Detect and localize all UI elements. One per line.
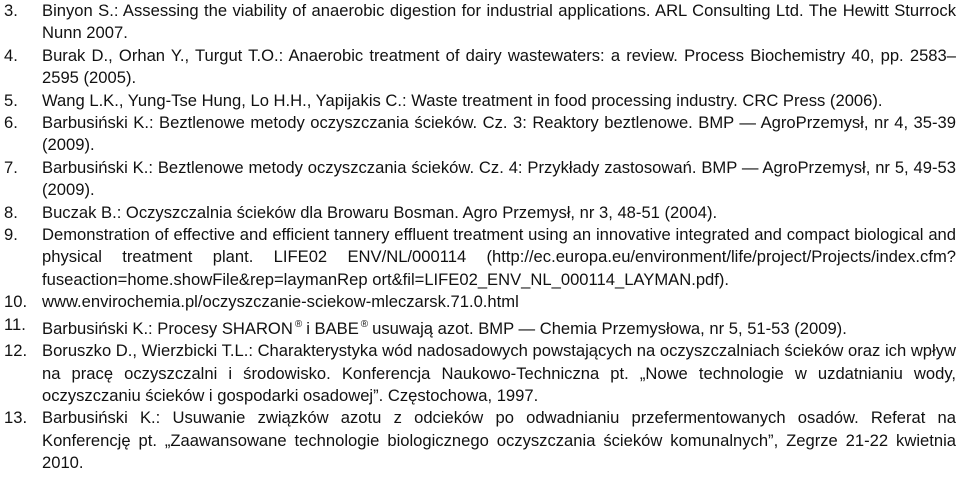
reference-number: 7. (4, 157, 18, 177)
reference-text: Buczak B.: Oczyszczalnia ścieków dla Browaru Bosman. Agro Przemysł, nr 3, 48-51 (2004). (42, 202, 718, 222)
reference-item (0, 202, 960, 224)
reference-number: 11. (4, 314, 26, 334)
reference-item (0, 90, 960, 112)
reference-text: Demonstration of effective and efficient tannery effluent treatment using an innovative integrated and compact biological and physical treatment plant. LIFE02 ENV/NL/000114 (http://ec.europa.eu/environment/life/project/Projects/index.cfm?fuseaction=home.showFile&rep=laymanRep ort&fil=LIFE02_ENV_NL_000114_LAYMAN.pdf). (42, 225, 956, 289)
reference-number: 8. (4, 202, 18, 222)
reference-item (0, 112, 960, 157)
registered-mark: ® (294, 318, 303, 330)
reference-number: 13. (4, 408, 28, 428)
reference-text: i BABE (306, 318, 359, 338)
reference-item (0, 314, 960, 340)
reference-number: 4. (4, 45, 18, 65)
reference-text: usuwają azot. BMP — Chemia Przemysłowa, nr 5, 51-53 (2009). (372, 318, 847, 338)
reference-text: Barbusiński K.: Beztlenowe metody oczyszczania ścieków. Cz. 4: Przykłady zastosowań. BMP — AgroPrzemysł, nr 5, 49-53 (2009). (42, 157, 956, 200)
reference-number: 9. (4, 225, 18, 245)
reference-url: www.envirochemia.pl/oczyszczanie-sciekow-mleczarsk.71.0.html (42, 292, 519, 312)
reference-number: 12. (4, 341, 28, 361)
reference-number: 6. (4, 113, 18, 133)
reference-item (0, 407, 960, 474)
reference-text: Barbusiński K.: Procesy SHARON (42, 318, 293, 338)
reference-item (0, 291, 960, 313)
reference-text: Wang L.K., Yung-Tse Hung, Lo H.H., Yapijakis C.: Waste treatment in food processing industry. CRC Press (2006). (42, 90, 883, 110)
reference-text: Boruszko D., Wierzbicki T.L.: Charakterystyka wód nadosadowych powstających na oczyszczalniach ścieków oraz ich wpływ na pracę oczyszczalni i środowisko. Konferencja Naukowo-Techniczna pt. „Nowe technologie w uzdatnianiu wody, oczyszczaniu ścieków i gospodarki osadowej”. Częstochowa, 1997. (42, 341, 956, 405)
reference-text: Binyon S.: Assessing the viability of anaerobic digestion for industrial applications. ARL Consulting Ltd. The Hewitt Sturrock Nunn 2007. (42, 1, 956, 43)
reference-item (0, 157, 960, 202)
reference-item (0, 224, 960, 291)
reference-number: 5. (4, 90, 18, 110)
reference-item (0, 0, 960, 45)
reference-number: 3. (4, 1, 18, 20)
reference-item (0, 45, 960, 90)
reference-item (0, 340, 960, 407)
reference-text: Barbusiński K.: Usuwanie związków azotu z odcieków po odwadnianiu przefermentowanych osadów. Referat na Konferencję pt. „Zaawansowane technologie biologicznego oczyszczania ścieków komunalnych”, Zegrze 21-22 kwietnia 2010. (42, 408, 956, 473)
reference-number: 10. (4, 292, 28, 312)
reference-text: Barbusiński K.: Beztlenowe metody oczyszczania ścieków. Cz. 3: Reaktory beztlenowe. BMP — AgroPrzemysł, nr 4, 35-39 (2009). (42, 113, 956, 155)
registered-mark: ® (360, 318, 369, 330)
reference-text: Burak D., Orhan Y., Turgut T.O.: Anaerobic treatment of dairy wastewaters: a review. Process Biochemistry 40, pp. 2583–2595 (2005). (42, 45, 956, 88)
